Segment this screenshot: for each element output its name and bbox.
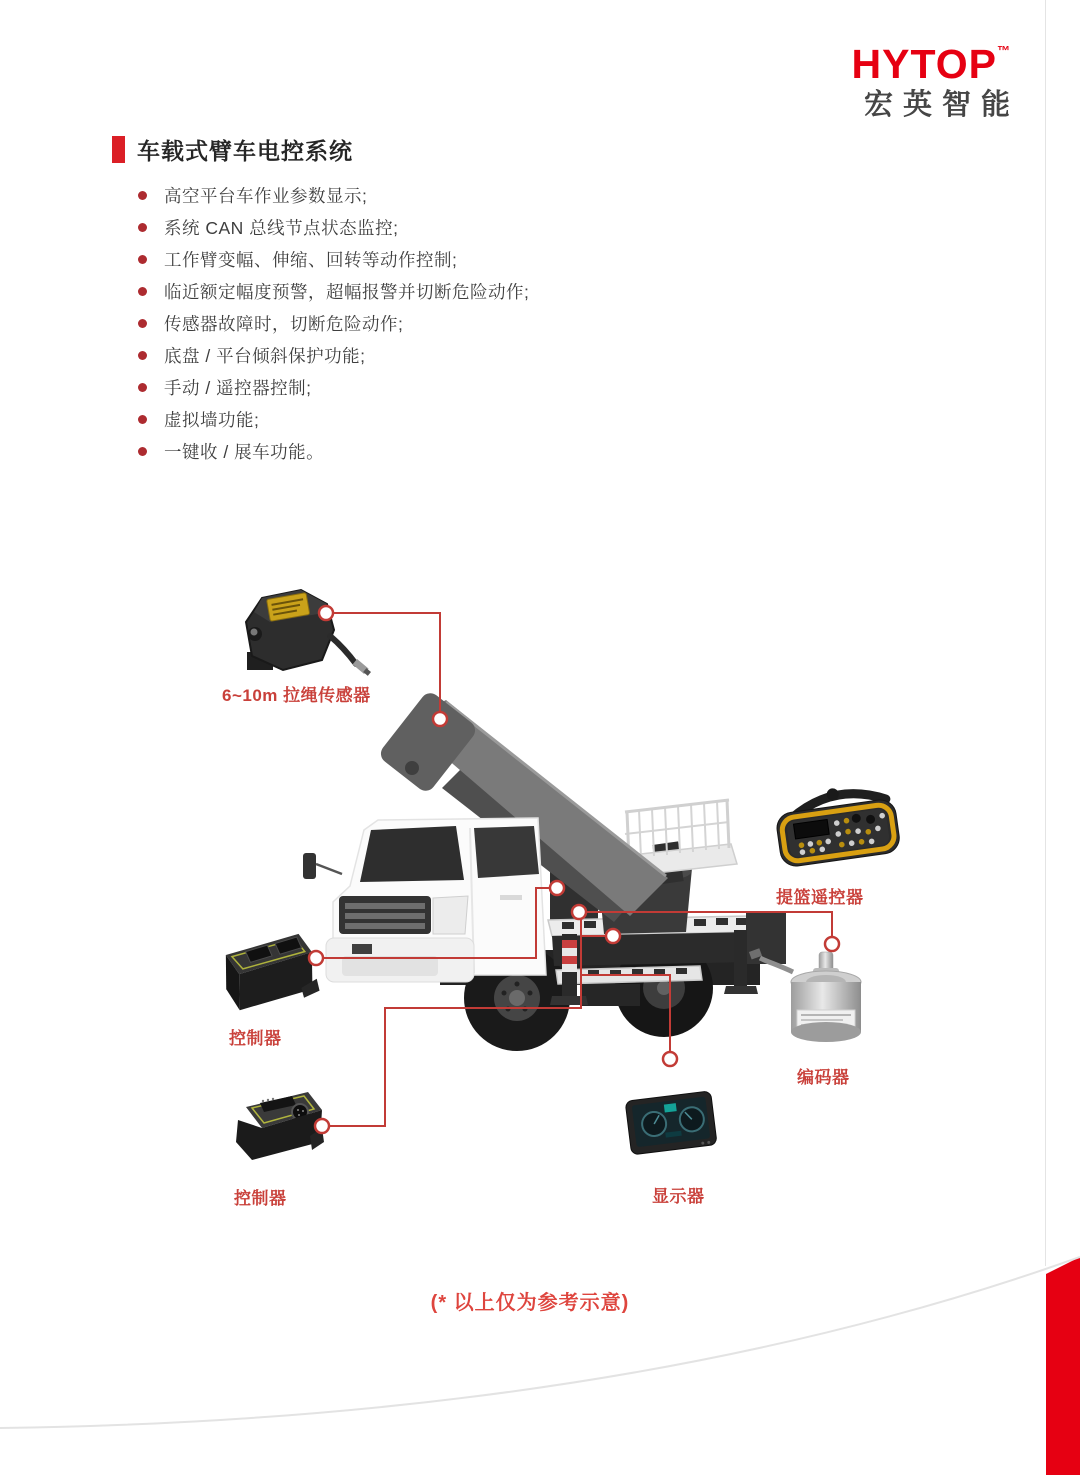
truck-illustration: [303, 689, 786, 1051]
bullet-icon: [138, 223, 147, 232]
feature-item: 底盘 / 平台倾斜保护功能;: [138, 346, 529, 365]
bullet-icon: [138, 383, 147, 392]
callout-node: [550, 881, 564, 895]
section-header: [112, 133, 353, 166]
system-diagram: [0, 560, 1080, 1220]
callout-node: [309, 951, 323, 965]
feature-item: 虚拟墙功能;: [138, 410, 529, 429]
feature-list: [138, 186, 529, 474]
sweep-curve: [0, 1257, 1080, 1428]
trademark-symbol: ™: [997, 43, 1010, 58]
display-illustration: [625, 1091, 717, 1155]
feature-item: 临近额定幅度预警，超幅报警并切断危险动作;: [138, 282, 529, 301]
bullet-icon: [138, 287, 147, 296]
logo-chinese-name: 宏英智能: [863, 89, 1020, 121]
controller-lower-illustration: [236, 1092, 324, 1160]
company-logo: [851, 41, 1020, 121]
label-rope-sensor: 6~10m 拉绳传感器: [222, 686, 371, 705]
feature-item: 系统 CAN 总线节点状态监控;: [138, 218, 529, 237]
side-mirror: [303, 853, 316, 879]
bullet-icon: [138, 191, 147, 200]
label-basket-remote: 提篮遥控器: [776, 888, 864, 907]
callout-node: [663, 1052, 677, 1066]
bullet-icon: [138, 351, 147, 360]
label-controller-upper: 控制器: [229, 1029, 282, 1048]
label-display: 显示器: [652, 1187, 705, 1206]
callout-node: [825, 937, 839, 951]
bullet-icon: [138, 447, 147, 456]
controller-upper-illustration: [223, 933, 321, 1011]
bullet-icon: [138, 415, 147, 424]
callout-node: [315, 1119, 329, 1133]
label-controller-lower: 控制器: [234, 1189, 287, 1208]
callout-node: [606, 929, 620, 943]
callout-node: [572, 905, 586, 919]
logo-brand-text: HYTOP: [851, 41, 997, 87]
feature-item: 工作臂变幅、伸缩、回转等动作控制;: [138, 250, 529, 269]
bottom-decoration: [0, 1253, 1080, 1475]
feature-item: 高空平台车作业参数显示;: [138, 186, 529, 205]
title-marker-icon: [112, 136, 125, 163]
footnote-text: (* 以上仅为参考示意): [430, 1292, 630, 1314]
callout-node: [319, 606, 333, 620]
feature-item: 手动 / 遥控器控制;: [138, 378, 529, 397]
logo-wordmark: [851, 41, 1011, 87]
rope-sensor-illustration: [246, 590, 372, 677]
corner-red-accent: [1046, 1257, 1080, 1475]
bullet-icon: [138, 319, 147, 328]
feature-item: 传感器故障时，切断危险动作;: [138, 314, 529, 333]
bullet-icon: [138, 255, 147, 264]
page-title: 车载式臂车电控系统: [137, 138, 353, 164]
encoder-illustration: [749, 948, 861, 1042]
basket-remote-illustration: [772, 780, 901, 868]
callout-node: [433, 712, 447, 726]
feature-item: 一键收 / 展车功能。: [138, 442, 529, 461]
headlight: [433, 896, 468, 934]
label-encoder: 编码器: [797, 1068, 850, 1087]
